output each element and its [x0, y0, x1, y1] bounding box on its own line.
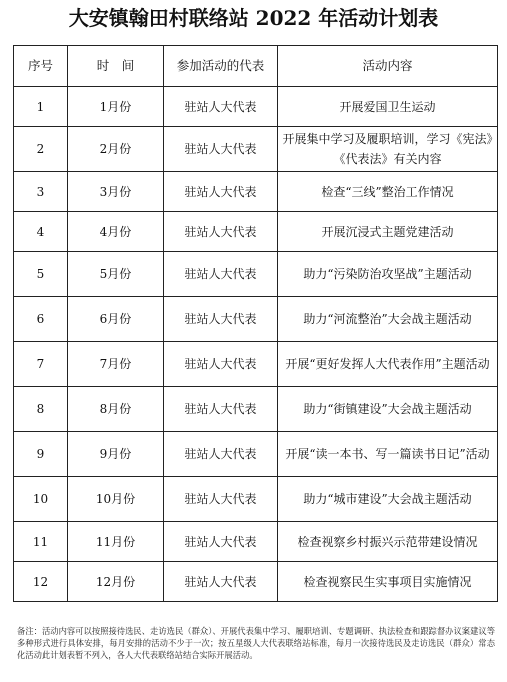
row-no: 7	[14, 342, 68, 387]
table-row	[14, 342, 498, 387]
row-no: 9	[14, 432, 68, 477]
row-content: 检查“三线”整治工作情况	[278, 172, 498, 212]
column-header-no: 序号	[14, 46, 68, 87]
row-content: 开展集中学习及履职培训，学习《宪法》《代表法》有关内容	[278, 127, 498, 172]
page-title: 大安镇翰田村联络站 2022 年活动计划表	[68, 6, 439, 30]
table-header-row	[14, 46, 498, 87]
table-row	[14, 477, 498, 522]
footnote: 备注：活动内容可以按照接待选民、走访选民（群众）、开展代表集中学习、履职培训、专题调研、执法检查和跟踪督办议案建议等多种形式进行具体安排，每月安排的活动不少于一次；按五星级人大代表联络站标准，每月一次接待选民及走访选民（群众）常态化活动此计划表暂不列入，各人大代表联络站结合实际开展活动。	[17, 626, 495, 660]
row-rep: 驻站人大代表	[164, 172, 278, 212]
row-no: 6	[14, 297, 68, 342]
row-time: 5月份	[68, 252, 164, 297]
row-rep: 驻站人大代表	[164, 562, 278, 602]
activity-plan-table	[13, 45, 498, 602]
column-header-content: 活动内容	[278, 46, 498, 87]
row-content: 开展“更好发挥人大代表作用”主题活动	[278, 342, 498, 387]
table-row	[14, 387, 498, 432]
table-row	[14, 297, 498, 342]
table-row	[14, 212, 498, 252]
row-rep: 驻站人大代表	[164, 522, 278, 562]
row-time: 1月份	[68, 87, 164, 127]
row-time: 9月份	[68, 432, 164, 477]
row-time: 2月份	[68, 127, 164, 172]
row-rep: 驻站人大代表	[164, 432, 278, 477]
row-rep: 驻站人大代表	[164, 212, 278, 252]
row-no: 11	[14, 522, 68, 562]
column-header-time: 时 间	[68, 46, 164, 87]
row-rep: 驻站人大代表	[164, 252, 278, 297]
row-content: 助力“河流整治”大会战主题活动	[278, 297, 498, 342]
table-row	[14, 522, 498, 562]
table-row	[14, 252, 498, 297]
row-no: 3	[14, 172, 68, 212]
row-content: 助力“街镇建设”大会战主题活动	[278, 387, 498, 432]
table-row	[14, 432, 498, 477]
row-content: 开展“读一本书、写一篇读书日记”活动	[278, 432, 498, 477]
row-rep: 驻站人大代表	[164, 127, 278, 172]
row-time: 11月份	[68, 522, 164, 562]
row-no: 10	[14, 477, 68, 522]
row-no: 8	[14, 387, 68, 432]
row-no: 5	[14, 252, 68, 297]
row-time: 6月份	[68, 297, 164, 342]
row-time: 3月份	[68, 172, 164, 212]
table-row	[14, 87, 498, 127]
row-time: 8月份	[68, 387, 164, 432]
row-time: 7月份	[68, 342, 164, 387]
table-row	[14, 562, 498, 602]
row-time: 10月份	[68, 477, 164, 522]
row-content: 检查视察民生实事项目实施情况	[278, 562, 498, 602]
row-content: 助力“污染防治攻坚战”主题活动	[278, 252, 498, 297]
row-rep: 驻站人大代表	[164, 387, 278, 432]
row-no: 12	[14, 562, 68, 602]
row-rep: 驻站人大代表	[164, 87, 278, 127]
column-header-representatives: 参加活动的代表	[164, 46, 278, 87]
row-content: 开展爱国卫生运动	[278, 87, 498, 127]
row-no: 1	[14, 87, 68, 127]
row-rep: 驻站人大代表	[164, 477, 278, 522]
row-no: 2	[14, 127, 68, 172]
row-content: 开展沉浸式主题党建活动	[278, 212, 498, 252]
table-row	[14, 127, 498, 172]
row-rep: 驻站人大代表	[164, 297, 278, 342]
row-time: 12月份	[68, 562, 164, 602]
row-no: 4	[14, 212, 68, 252]
row-content: 助力“城市建设”大会战主题活动	[278, 477, 498, 522]
table-row	[14, 172, 498, 212]
row-rep: 驻站人大代表	[164, 342, 278, 387]
row-time: 4月份	[68, 212, 164, 252]
row-content: 检查视察乡村振兴示范带建设情况	[278, 522, 498, 562]
